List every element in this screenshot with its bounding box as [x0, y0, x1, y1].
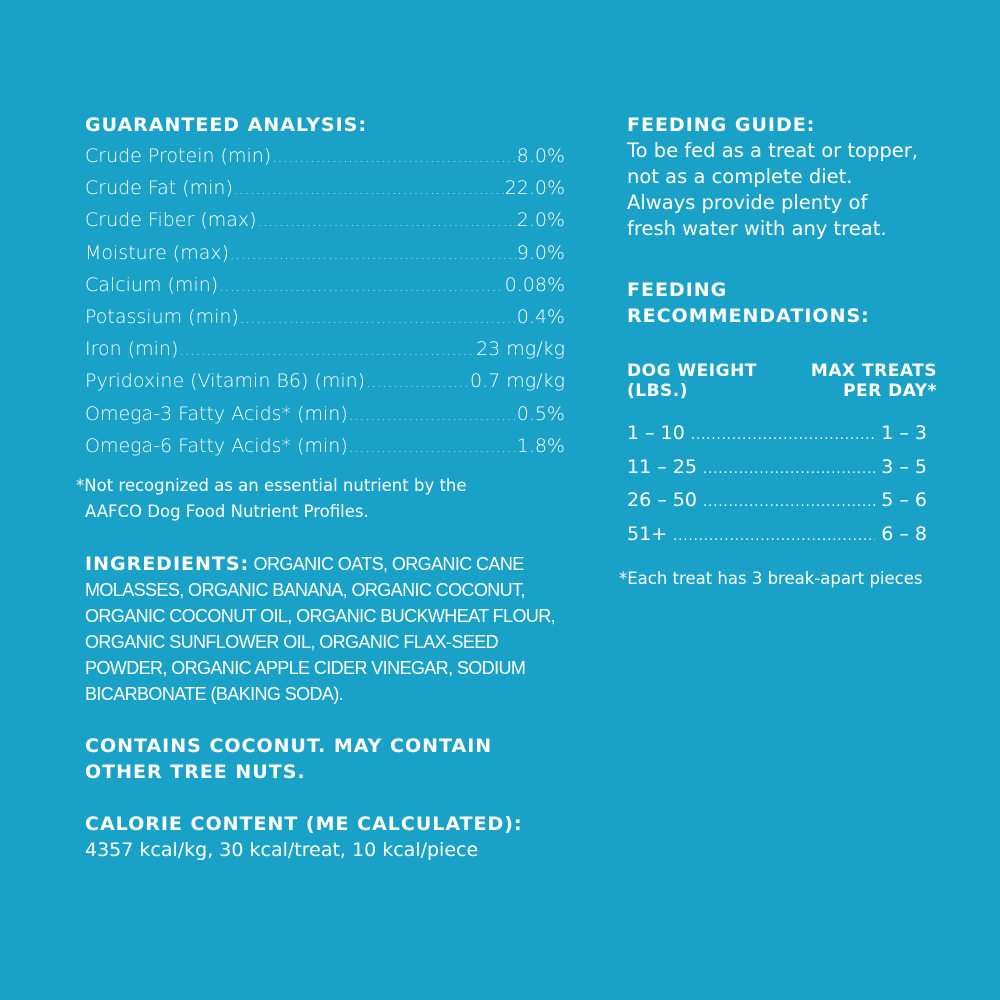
analysis-row [85, 366, 565, 398]
analysis-label: Iron (min) [85, 338, 179, 361]
analysis-row [85, 238, 565, 270]
ingredients-block [85, 551, 565, 707]
ingredients-text: ORGANIC OATS, ORGANIC CANE MOLASSES, ORGANIC BANANA, ORGANIC COCONUT, ORGANIC COCONUT OIL, ORGANIC BUCKWHEAT FLOUR, ORGANIC SUNFLOWER OIL, ORGANIC FLAX-SEED POWDER, ORGANIC APPLE CIDER VINEGAR, SODIUM BICARBONATE (BAKING SODA). [85, 554, 556, 705]
analysis-value: 0.7 mg/kg [470, 370, 565, 393]
treat-row [627, 519, 927, 553]
guaranteed-analysis-heading: GUARANTEED ANALYSIS: [85, 114, 367, 136]
analysis-label: Pyridoxine (Vitamin B6) (min) [85, 370, 366, 393]
analysis-value: 23 mg/kg [476, 338, 565, 361]
analysis-value: 9.0% [516, 241, 565, 264]
analysis-row [85, 399, 565, 431]
analysis-label: Crude Fiber (max) [85, 209, 257, 232]
treat-table [627, 418, 927, 552]
leader-dots [230, 240, 516, 270]
analysis-label: Crude Protein (min) [85, 145, 272, 167]
analysis-row [85, 141, 565, 173]
treat-row [627, 485, 927, 519]
analysis-footnote [76, 473, 565, 525]
allergen-line-1: CONTAINS COCONUT. MAY CONTAIN [85, 735, 493, 758]
analysis-value: 22.0% [504, 177, 565, 200]
analysis-label: Moisture (max) [85, 241, 230, 264]
treat-note: *Each treat has 3 break-apart pieces [619, 569, 923, 588]
analysis-label: Omega-3 Fatty Acids* (min) [85, 402, 348, 425]
analysis-row [85, 270, 565, 302]
max-treats-header [811, 361, 937, 401]
recommendations-heading-line-1: FEEDING [627, 279, 728, 301]
analysis-value: 2.0% [516, 209, 565, 232]
treat-count: 5 – 6 [881, 489, 927, 511]
leader-dots [234, 175, 504, 205]
analysis-row [85, 431, 565, 463]
leader-dots [691, 421, 875, 452]
calorie-block [85, 811, 565, 863]
analysis-value: 0.4% [516, 306, 565, 329]
max-treats-header-line-2: PER DAY* [843, 381, 937, 401]
calorie-text: 4357 kcal/kg, 30 kcal/treat, 10 kcal/piece [85, 839, 479, 862]
analysis-value: 0.08% [504, 273, 565, 296]
dog-weight-header-line-2: (LBS.) [627, 381, 689, 401]
weight-range: 51+ [627, 522, 668, 545]
analysis-row [85, 173, 565, 205]
leader-dots [366, 368, 469, 398]
analysis-row [85, 205, 565, 237]
treat-count: 1 – 3 [881, 422, 927, 444]
leader-dots [349, 401, 516, 431]
treat-row [627, 418, 927, 452]
analysis-row [85, 302, 565, 334]
leader-dots [272, 143, 516, 173]
treat-count: 3 – 5 [881, 455, 927, 478]
analysis-label: Calcium (min) [85, 273, 219, 296]
leader-dots [349, 433, 516, 463]
leader-dots [219, 272, 503, 302]
treat-row [627, 452, 927, 486]
feeding-guide-text [627, 138, 972, 242]
allergen-warning [85, 733, 565, 785]
footnote-line-2: AAFCO Dog Food Nutrient Profiles. [85, 502, 369, 522]
analysis-value: 0.5% [516, 402, 565, 425]
analysis-value: 8.0% [516, 145, 565, 167]
feeding-guide-line: not as a complete diet. [627, 165, 853, 188]
feeding-guide-line: fresh water with any treat. [627, 217, 887, 240]
analysis-list [85, 141, 565, 463]
leader-dots [703, 455, 875, 486]
leader-dots [240, 304, 516, 334]
recommendations-heading-line-2: RECOMMENDATIONS: [627, 305, 870, 327]
feeding-guide-heading: FEEDING GUIDE: [627, 114, 816, 136]
dog-weight-header [627, 361, 757, 401]
ingredients-heading: INGREDIENTS: [85, 553, 250, 576]
max-treats-header-line-1: MAX TREATS [810, 361, 937, 381]
leader-dots [179, 336, 475, 366]
weight-range: 11 – 25 [627, 455, 697, 478]
analysis-value: 1.8% [516, 434, 565, 457]
recommendations-heading [627, 277, 972, 329]
analysis-label: Omega-6 Fatty Acids* (min) [85, 434, 348, 457]
footnote-line-1: *Not recognized as an essential nutrient by the [76, 476, 467, 496]
analysis-label: Potassium (min) [85, 306, 239, 329]
left-column [76, 112, 565, 863]
feeding-guide-line: To be fed as a treat or topper, [627, 139, 918, 162]
treat-table-header [627, 361, 937, 401]
leader-dots [703, 488, 875, 519]
weight-range: 26 – 50 [627, 489, 697, 511]
calorie-heading: CALORIE CONTENT (ME CALCULATED): [85, 813, 523, 836]
right-column [619, 112, 972, 590]
weight-range: 1 – 10 [627, 422, 685, 444]
feeding-guide-line: Always provide plenty of [627, 191, 868, 214]
allergen-line-2: OTHER TREE NUTS. [85, 761, 306, 784]
leader-dots [673, 522, 875, 553]
analysis-label: Crude Fat (min) [85, 177, 233, 200]
leader-dots [258, 207, 516, 237]
treat-count: 6 – 8 [881, 522, 927, 545]
dog-weight-header-line-1: DOG WEIGHT [627, 361, 757, 381]
analysis-row [85, 334, 565, 366]
